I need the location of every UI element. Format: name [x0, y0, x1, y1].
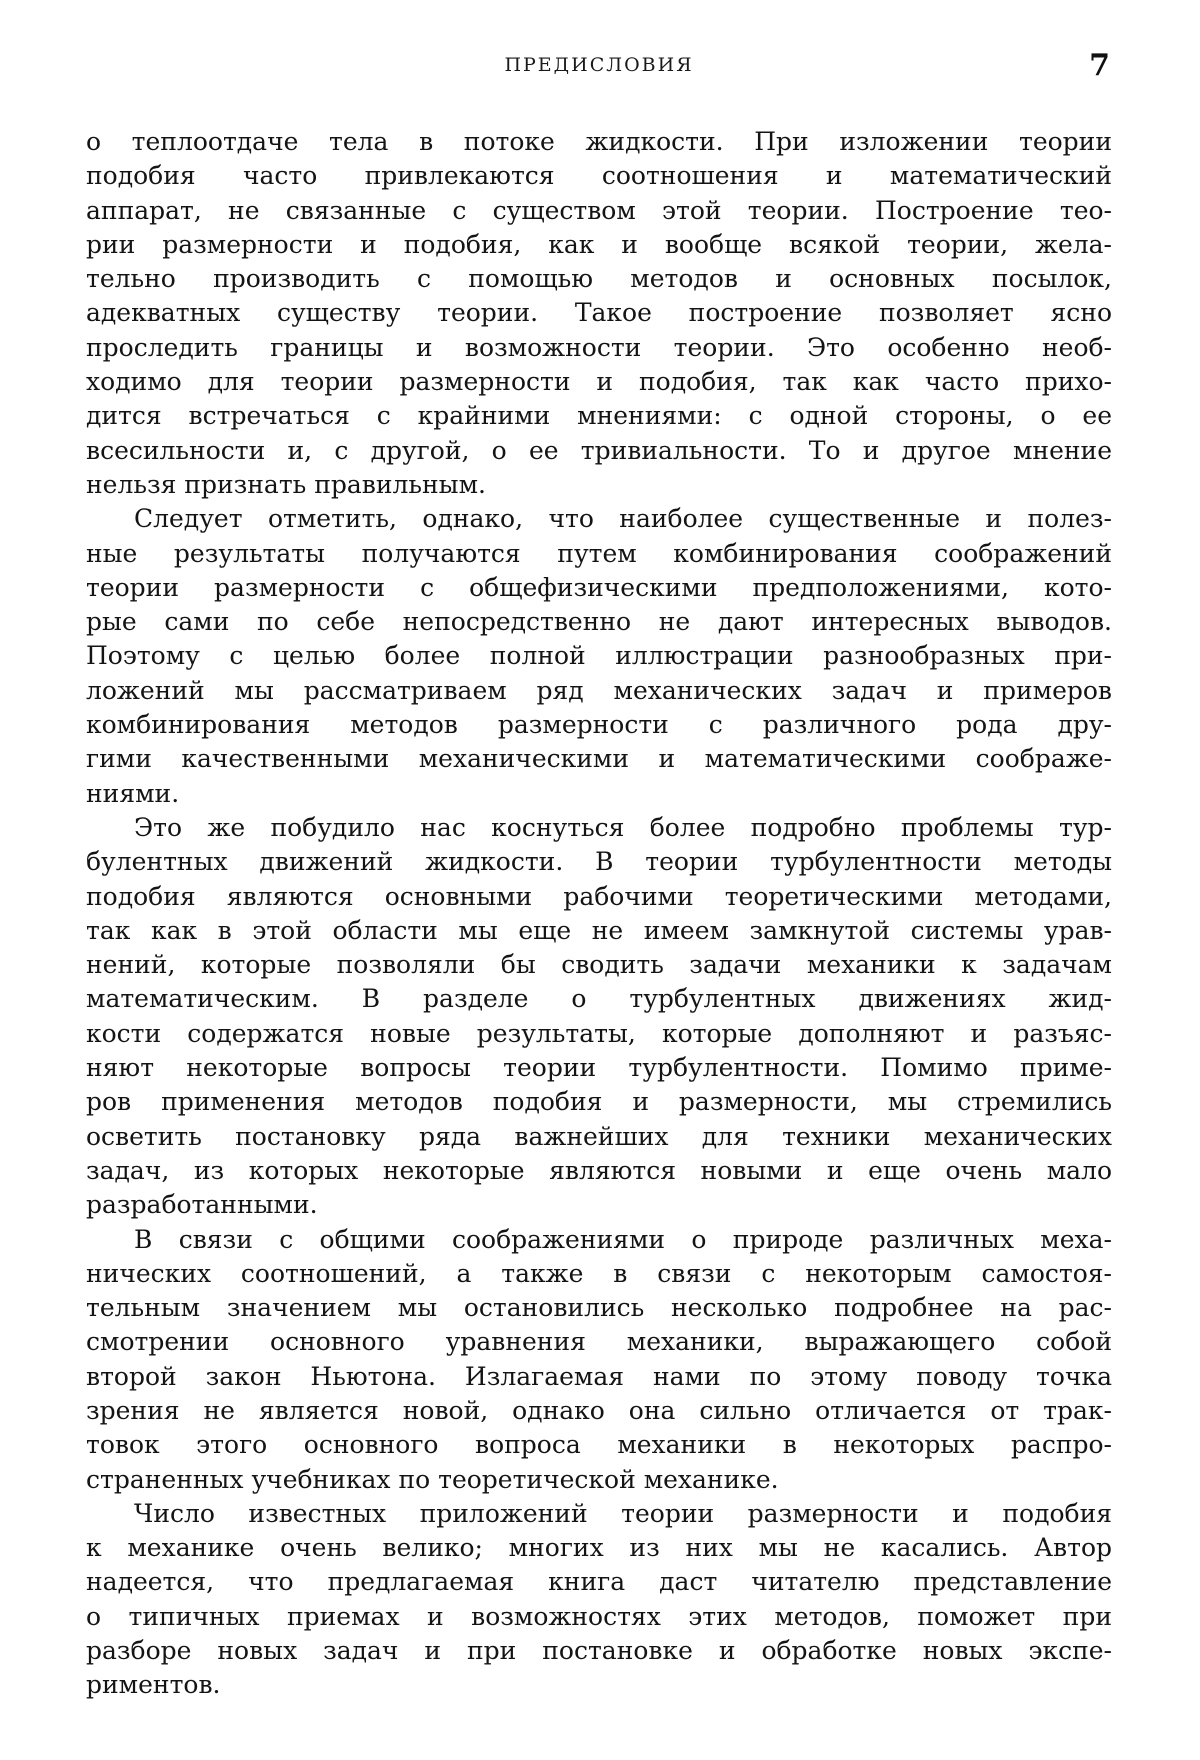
text-line: В связи с общими соображениями о природе различных меха- — [134, 1224, 1112, 1254]
text-line: страненных учебниках по теоретической механике. — [86, 1464, 779, 1494]
text-line: математическим. В разделе о турбулентных движениях жид- — [86, 984, 1112, 1014]
paragraph — [86, 1223, 1112, 1497]
text-line: проследить границы и возможности теории. Это особенно необ- — [86, 332, 1112, 362]
text-line: Число известных приложений теории размерности и подобия — [134, 1498, 1112, 1528]
text-line: тельным значением мы остановились несколько подробнее на рас- — [86, 1293, 1112, 1323]
running-title: ПРЕДИСЛОВИЯ — [504, 54, 694, 76]
text-line: смотрении основного уравнения механики, выражающего собой — [86, 1327, 1112, 1357]
text-line: задач, из которых некоторые являются новыми и еще очень мало — [86, 1155, 1112, 1185]
text-line: ные результаты получаются путем комбинирования соображений — [86, 538, 1112, 568]
text-line: надеется, что предлагаемая книга даст читателю представление — [86, 1567, 1112, 1597]
text-line: нических соотношений, а также в связи с некоторым самостоя- — [86, 1258, 1112, 1288]
paragraph — [86, 811, 1112, 1223]
text-line: так как в этой области мы еще не имеем замкнутой системы урав- — [86, 915, 1112, 945]
text-line: осветить постановку ряда важнейших для техники механических — [86, 1121, 1112, 1151]
text-line: нений, которые позволяли бы сводить задачи механики к задачам — [86, 950, 1112, 980]
text-line: гими качественными механическими и математическими соображе- — [86, 744, 1112, 774]
text-line: зрения не является новой, однако она сильно отличается от трак- — [86, 1395, 1112, 1425]
text-line: ниями. — [86, 778, 180, 808]
body-text — [86, 125, 1112, 1703]
text-line: Следует отметить, однако, что наиболее существенные и полез- — [134, 504, 1112, 534]
text-line: теории размерности с общефизическими предположениями, кото- — [86, 572, 1112, 602]
text-line: Поэтому с целью более полной иллюстрации разнообразных при- — [86, 641, 1112, 671]
page-number: 7 — [1089, 48, 1110, 83]
text-line: булентных движений жидкости. В теории турбулентности методы — [86, 847, 1112, 877]
text-line: к механике очень велико; многих из них мы не касались. Автор — [86, 1533, 1112, 1563]
running-header — [88, 50, 1110, 90]
text-line: кости содержатся новые результаты, которые дополняют и разъяс- — [86, 1018, 1112, 1048]
text-line: рые сами по себе непосредственно не дают интересных выводов. — [86, 607, 1112, 637]
text-line: о типичных приемах и возможностях этих методов, поможет при — [86, 1601, 1112, 1631]
text-line: ров применения методов подобия и размерности, мы стремились — [86, 1087, 1112, 1117]
text-line: тельно производить с помощью методов и основных посылок, — [86, 264, 1112, 294]
paragraph — [86, 1497, 1112, 1703]
text-line: всесильности и, с другой, о ее тривиальности. То и другое мнение — [86, 435, 1112, 465]
text-line: подобия являются основными рабочими теоретическими методами, — [86, 881, 1112, 911]
text-line: Это же побудило нас коснуться более подробно проблемы тур- — [134, 812, 1112, 842]
text-line: о теплоотдаче тела в потоке жидкости. При изложении теории — [86, 127, 1112, 156]
text-line: ложений мы рассматриваем ряд механических задач и примеров — [86, 675, 1112, 705]
text-line: разработанными. — [86, 1190, 318, 1220]
text-line: товок этого основного вопроса механики в некоторых распро- — [86, 1430, 1112, 1460]
text-line: адекватных существу теории. Такое построение позволяет ясно — [86, 298, 1112, 328]
text-line: комбинирования методов размерности с различного рода дру- — [86, 710, 1112, 740]
text-line: дится встречаться с крайними мнениями: с одной стороны, о ее — [86, 401, 1112, 431]
text-line: второй закон Ньютона. Излагаемая нами по этому поводу точка — [86, 1361, 1112, 1391]
text-line: разборе новых задач и при постановке и обработке новых экспе- — [86, 1636, 1112, 1666]
text-line: аппарат, не связанные с существом этой теории. Построение тео- — [86, 195, 1112, 225]
text-line: няют некоторые вопросы теории турбулентности. Помимо приме- — [86, 1053, 1112, 1083]
text-line: рии размерности и подобия, как и вообще всякой теории, жела- — [86, 229, 1112, 259]
text-line: риментов. — [86, 1670, 221, 1700]
paragraph — [86, 125, 1112, 502]
paragraph — [86, 502, 1112, 811]
text-line: подобия часто привлекаются соотношения и математический — [86, 161, 1112, 191]
text-line: ходимо для теории размерности и подобия, так как часто прихо- — [86, 367, 1112, 397]
text-line: нельзя признать правильным. — [86, 469, 486, 499]
